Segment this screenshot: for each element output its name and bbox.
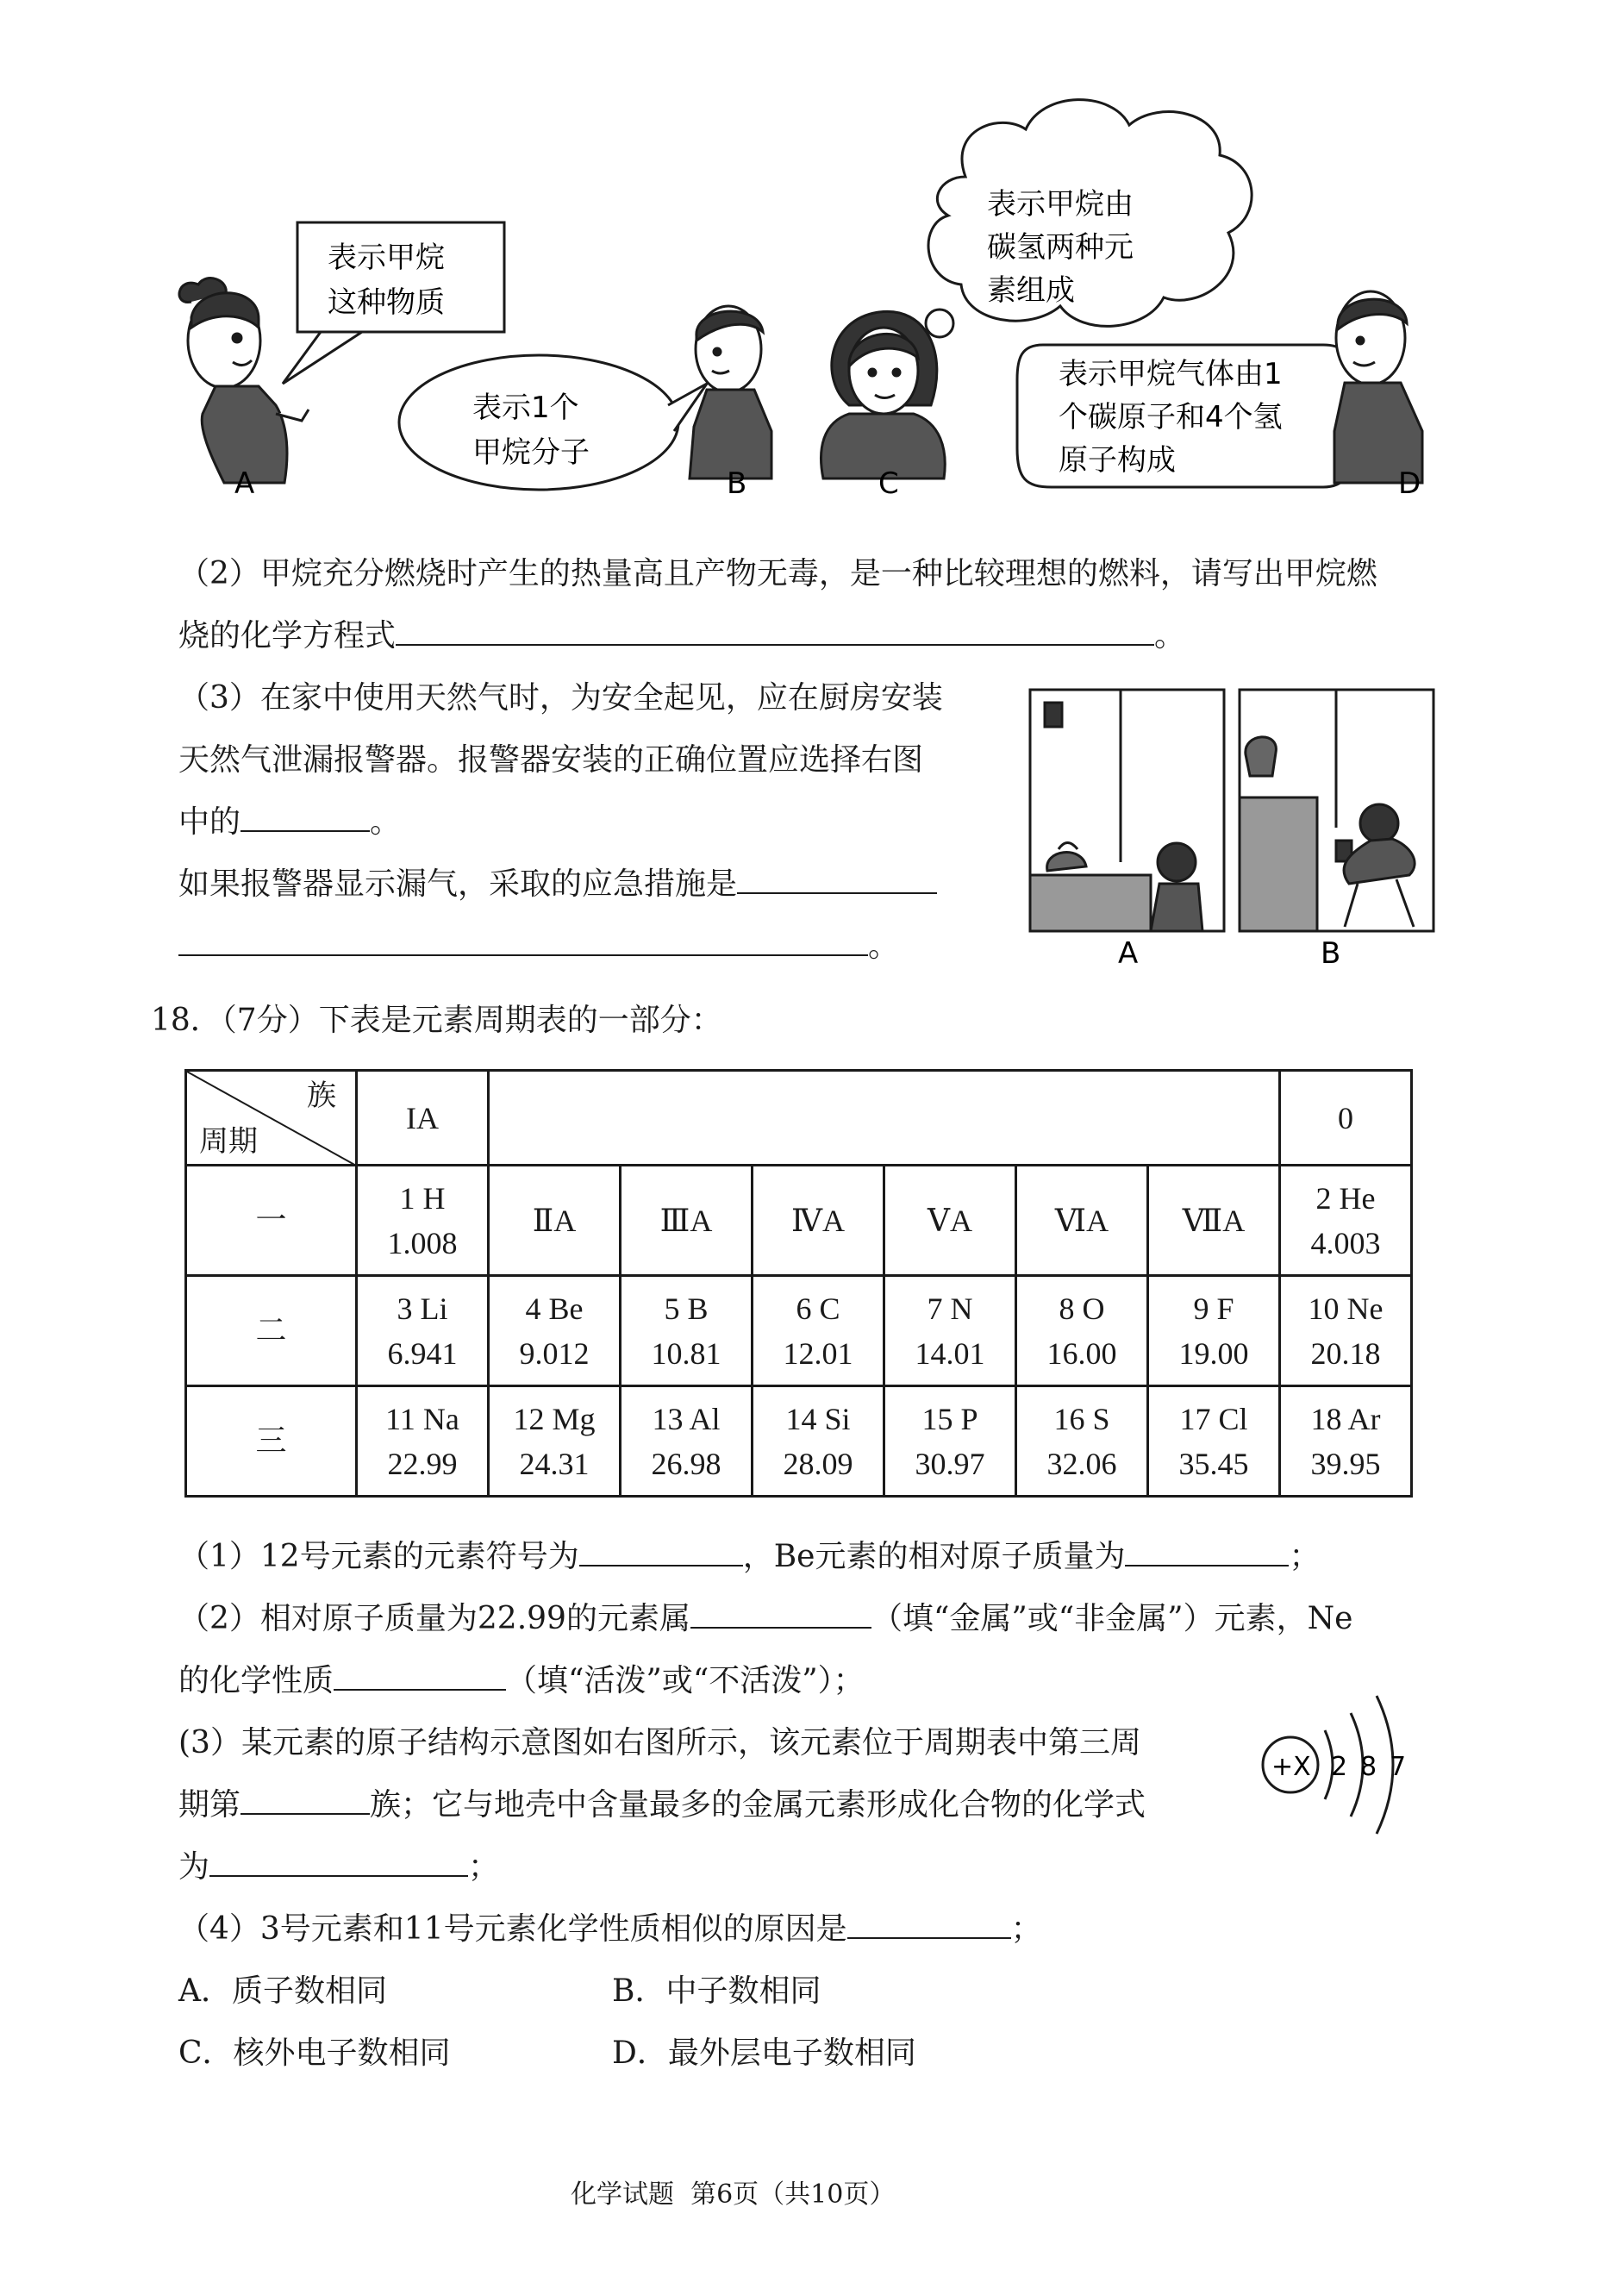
element-mass: 30.97 [915,1446,985,1481]
bubble-c-line1: 表示甲烷由 [987,187,1134,222]
kitchen-b-label: B [1321,936,1341,970]
element-symbol: 12 Mg [513,1401,596,1436]
period-label-1: 一 [186,1166,357,1276]
atom-structure-diagram [1254,1685,1427,1845]
element-symbol: 15 P [921,1401,978,1436]
element-symbol: 6 C [796,1291,840,1326]
element-symbol: 3 Li [397,1291,448,1326]
character-a-label: A [234,466,255,501]
q17-part3-label: 中的 [178,804,241,840]
element-cell [884,1276,1016,1386]
element-symbol: 10 Ne [1308,1291,1384,1326]
bubble-a-line2: 这种物质 [328,285,445,320]
q18-part3-line3 [178,1836,499,1898]
element-cell [1148,1386,1280,1497]
element-mass: 22.99 [387,1446,458,1481]
q18-part2-line1 [178,1588,1352,1650]
kitchen-a-label: A [1118,936,1139,970]
element-cell [357,1276,489,1386]
bubble-b-line1: 表示1个 [472,391,579,425]
group-va-header: ⅤA [884,1166,1016,1276]
metal-type-blank[interactable] [690,1594,871,1629]
group-viia-header: ⅦA [1148,1166,1280,1276]
bubble-a-line1: 表示甲烷 [328,241,445,275]
bubble-d-line2: 个碳原子和4个氢 [1059,400,1283,435]
q18-part1 [178,1526,1321,1588]
formula-blank[interactable] [209,1842,468,1877]
q17-part2-line1: （2）甲烷充分燃烧时产生的热量高且产物无毒，是一种比较理想的燃料，请写出甲烷燃 [178,556,1377,591]
shell-count-2: 8 [1360,1752,1377,1782]
element-cell [1148,1276,1280,1386]
q17-part3-line5 [178,916,899,978]
element-symbol: 17 Cl [1179,1401,1248,1436]
q17-part2-line2 [178,605,1185,667]
equation-blank[interactable] [396,611,1154,646]
q17-part2-end: 。 [1154,618,1186,653]
element-mass: 24.31 [519,1446,590,1481]
q17-part3-measure-label: 如果报警器显示漏气，采取的应急措施是 [178,866,738,902]
q18-part2-b: （填“金属”或“非金属”）元素，Ne [871,1601,1353,1636]
element-cell [489,1276,621,1386]
element-cell [1280,1386,1412,1497]
symbol-blank[interactable] [579,1532,743,1566]
element-mass: 35.45 [1178,1446,1249,1481]
option-c[interactable]: C．核外电子数相同 [178,2035,451,2071]
period-label-3: 三 [186,1386,357,1497]
element-mass: 12.01 [783,1335,853,1371]
element-mass: 1.008 [387,1225,458,1260]
element-mass: 19.00 [1178,1335,1249,1371]
character-b-label: B [727,466,747,501]
character-c-figure [821,311,946,478]
bubble-d-line1: 表示甲烷气体由1 [1059,357,1283,391]
q18-part1-a: （1）12号元素的元素符号为 [178,1539,579,1574]
speech-bubble-b [399,355,707,490]
periodic-table [184,1069,1413,1498]
shell-count-3: 7 [1390,1752,1407,1782]
element-symbol: 13 Al [652,1401,721,1436]
element-mass: 28.09 [783,1446,853,1481]
element-symbol: 16 S [1053,1401,1110,1436]
group-via-header: ⅥA [1016,1166,1148,1276]
element-cell [753,1386,884,1497]
element-symbol: 7 N [927,1291,973,1326]
shell-count-1: 2 [1331,1752,1348,1782]
bubble-c-line2: 碳氢两种元 [987,230,1134,265]
element-mass: 6.941 [387,1335,458,1371]
q18-part4-end: ； [1010,1911,1042,1947]
q17-part3-line5-end: 。 [868,929,900,964]
element-symbol: 4 Be [525,1291,584,1326]
page-footer: 化学试题 第6页（共10页） [571,2179,896,2210]
element-symbol: 2 He [1315,1180,1376,1216]
option-b[interactable]: B．中子数相同 [612,1973,821,2009]
q17-part3-line2: 天然气泄漏报警器。报警器安装的正确位置应选择右图 [178,742,924,778]
q18-part3-line1: (3）某元素的原子结构示意图如右图所示，该元素位于周期表中第三周 [178,1725,1141,1760]
element-symbol: 9 F [1193,1291,1234,1326]
group-ia-header: IA [357,1071,489,1166]
q18-part3-line2 [178,1774,1146,1836]
speech-bubble-d [1017,345,1384,487]
q18-part1-b: ，Be元素的相对原子质量为 [742,1539,1126,1574]
character-c-label: C [878,466,899,501]
q17-part3-line3 [178,791,401,854]
be-mass-blank[interactable] [1125,1532,1289,1566]
bubble-c-line3: 素组成 [987,273,1075,308]
corner-group-label: 族 [307,1079,336,1113]
element-cell [621,1276,753,1386]
q18-part4-a: （4）3号元素和11号元素化学性质相似的原因是 [178,1911,847,1947]
group-blank[interactable] [240,1780,370,1815]
option-a[interactable]: A．质子数相同 [178,1973,387,2009]
character-d-label: D [1398,466,1421,501]
element-cell-h [357,1166,489,1276]
q18-part1-end: ； [1289,1539,1321,1574]
group-iia-header: ⅡA [489,1166,621,1276]
empty-header-span [489,1071,1280,1166]
alarm-position-blank[interactable] [240,797,370,832]
q18-part3-c: 为 [178,1849,210,1885]
q18-part3-end: ； [468,1849,500,1885]
group-iva-header: ⅣA [753,1166,884,1276]
q18-part2-line2 [178,1650,865,1712]
nucleus-label: +X [1271,1752,1311,1782]
kitchen-b-panel [1240,690,1433,931]
kitchen-figure [1017,677,1448,970]
element-cell [753,1276,884,1386]
element-mass: 14.01 [915,1335,985,1371]
element-symbol: 18 Ar [1310,1401,1381,1436]
element-cell [1016,1276,1148,1386]
q18-part2-a: （2）相对原子质量为22.99的元素属 [178,1601,690,1636]
option-d[interactable]: D．最外层电子数相同 [612,2035,916,2071]
ne-property-blank[interactable] [334,1656,506,1691]
emergency-measure-blank-2[interactable] [178,922,868,956]
element-mass: 4.003 [1310,1225,1381,1260]
element-symbol: 11 Na [385,1401,459,1436]
q18-part4 [178,1898,1042,1960]
q18-part3-a: 期第 [178,1787,241,1823]
bubble-d-line3: 原子构成 [1059,443,1176,478]
element-mass: 9.012 [519,1335,590,1371]
q18-part2-d: （填“活泼”或“不活泼”）； [506,1663,865,1698]
q17-part3-line4 [178,854,937,916]
character-d-figure [1334,291,1422,483]
element-cell [1016,1386,1148,1497]
q18-title: 18．（7分）下表是元素周期表的一部分： [151,1003,722,1038]
thought-bubble-c [892,100,1252,363]
element-mass: 26.98 [651,1446,721,1481]
q17-part3-end: 。 [370,804,402,840]
element-cell [1280,1276,1412,1386]
element-mass: 20.18 [1310,1335,1381,1371]
q17-part2-label: 烧的化学方程式 [178,618,397,653]
element-cell [489,1386,621,1497]
speech-bubble-a [283,222,504,384]
corner-period-label: 周期 [199,1124,258,1159]
element-cell [621,1386,753,1497]
methane-cartoon [0,0,1624,517]
element-symbol: 5 B [664,1291,709,1326]
q18-part3-b: 族；它与地壳中含量最多的金属元素形成化合物的化学式 [370,1787,1146,1823]
q18-part2-c: 的化学性质 [178,1663,334,1698]
emergency-measure-blank-1[interactable] [737,860,937,894]
element-symbol: 8 O [1059,1291,1105,1326]
element-mass: 39.95 [1310,1446,1381,1481]
element-cell [884,1386,1016,1497]
period-label-2: 二 [186,1276,357,1386]
kitchen-a-panel [1030,690,1224,931]
element-mass: 16.00 [1046,1335,1117,1371]
group-iiia-header: ⅢA [621,1166,753,1276]
element-mass: 10.81 [651,1335,721,1371]
element-symbol: 14 Si [785,1401,851,1436]
group-zero-header: 0 [1280,1071,1412,1166]
reason-blank[interactable] [847,1904,1011,1939]
element-symbol: 1 H [399,1180,446,1216]
table-corner-cell [186,1071,357,1166]
q17-part3-line1: （3）在家中使用天然气时，为安全起见，应在厨房安装 [178,680,943,716]
element-mass: 32.06 [1046,1446,1117,1481]
bubble-b-line2: 甲烷分子 [472,435,590,470]
element-cell [357,1386,489,1497]
element-cell-he [1280,1166,1412,1276]
